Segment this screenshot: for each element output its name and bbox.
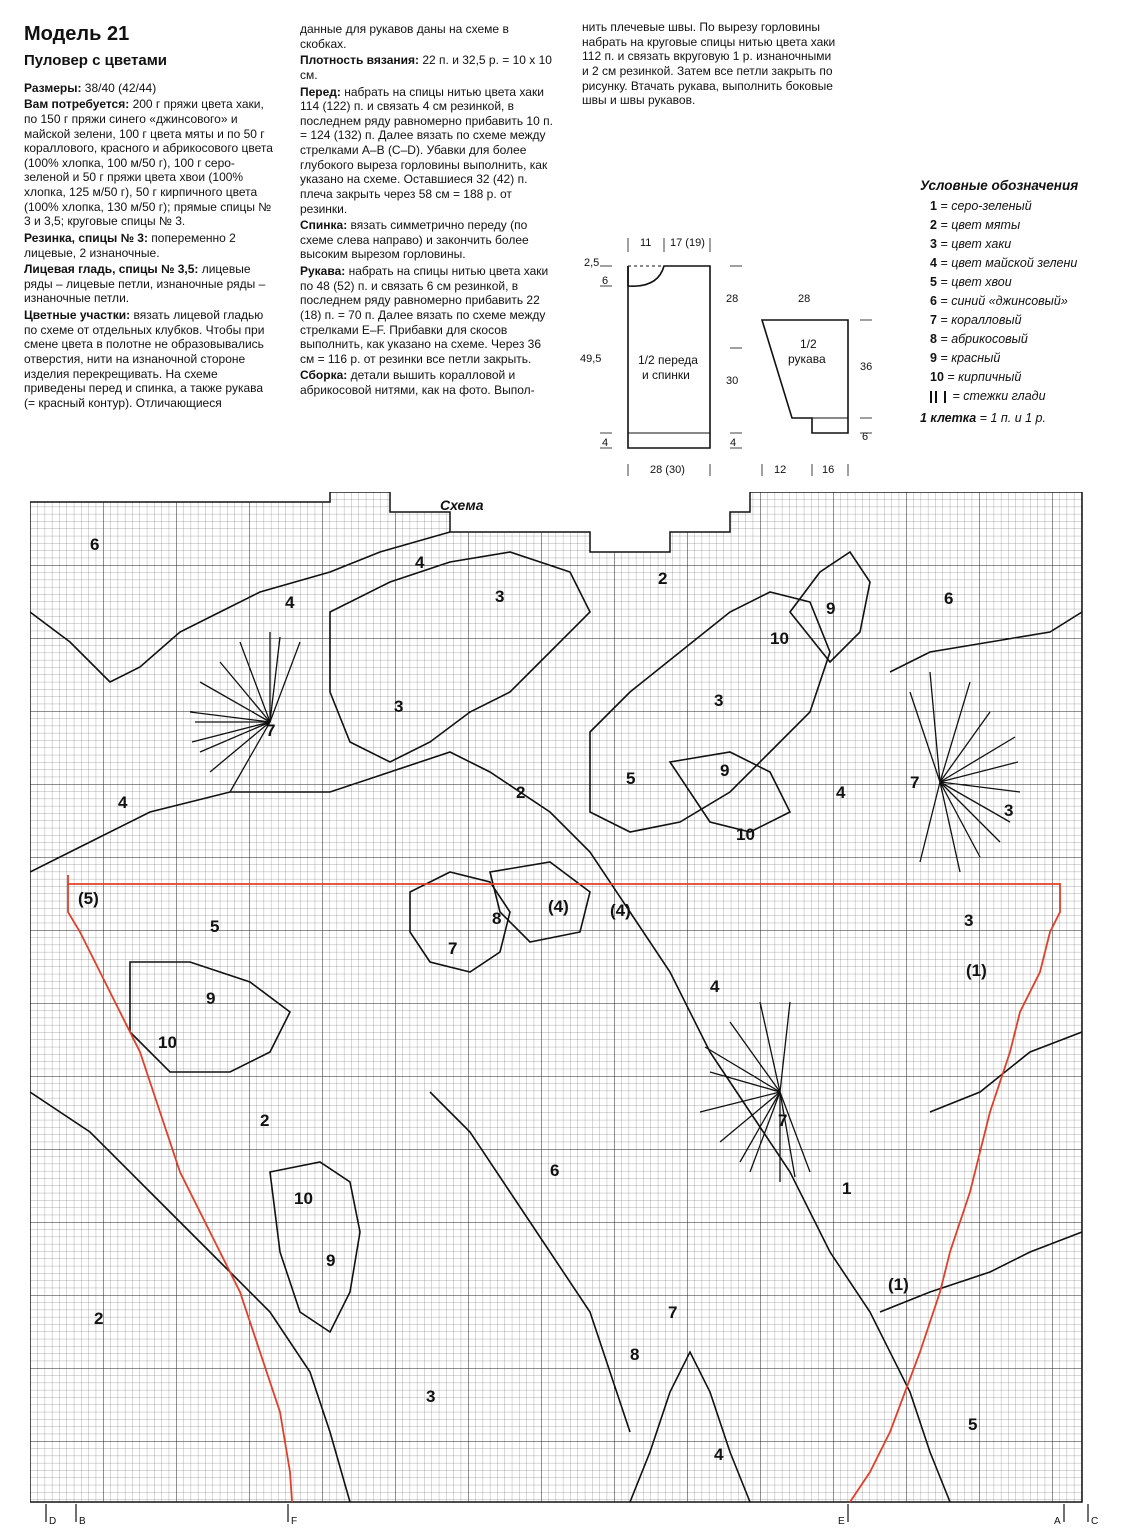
- area-label: 5: [210, 917, 220, 936]
- dim-right-upper: 28: [726, 293, 739, 305]
- legend-num: 2: [930, 218, 937, 232]
- legend-item: [930, 256, 1120, 270]
- legend-item: [930, 199, 1120, 213]
- area-label: 3: [1004, 801, 1014, 820]
- back-paragraph: [300, 218, 554, 262]
- materials-paragraph: [24, 97, 274, 229]
- area-label: 6: [550, 1161, 560, 1180]
- legend-num: 1: [930, 199, 937, 213]
- stockinette-value: лицевые ряды – лицевые петли, изнаночные ряды – изнаночные петли.: [24, 262, 266, 306]
- rib-label: Резинка, спицы № 3:: [24, 230, 148, 245]
- density-paragraph: [300, 53, 554, 82]
- area-label: 4: [714, 1445, 724, 1464]
- col2-intro: данные для рукавов даны на схеме в скобках.: [300, 22, 509, 51]
- legend-text: = серо-зеленый: [936, 199, 1032, 213]
- materials-value: 200 г пряжи цвета хаки, по 150 г пряжи синего «джинсового» и майской зелени, 100 г цвета мяты и по 50 г кораллового, красного и абрикосового цвета (100% хлопка, 100 м/50 г), 100 г серо-зеленой и 50 г пряжи цвета хвои (100% хлопка, 125 м/50 г), 50 г кирпичного цвета (100% хлопка, 130 м/50 г); прямые спицы № 3 и 3,5; круговые спицы № 3.: [24, 97, 273, 229]
- arrow-label: C: [1091, 1516, 1099, 1527]
- legend-text: = красный: [936, 351, 1001, 365]
- sleeves-paragraph: [300, 264, 554, 366]
- area-label: 5: [626, 769, 636, 788]
- dim-sleeve-bottom-right: 16: [822, 464, 835, 476]
- area-label: 7: [910, 773, 920, 792]
- arrow-label: E: [838, 1516, 845, 1527]
- assembly-label: Сборка:: [300, 368, 348, 383]
- dim-bottom-width: 28 (30): [650, 464, 685, 476]
- legend-num: 3: [930, 237, 937, 251]
- stitch-symbol-icon: [930, 391, 946, 403]
- area-label: 10: [294, 1189, 313, 1208]
- arrow-label: F: [291, 1516, 298, 1527]
- area-label: (1): [966, 961, 987, 980]
- area-label: 10: [736, 825, 755, 844]
- area-label: (5): [78, 889, 99, 908]
- legend-num: 7: [930, 313, 937, 327]
- stockinette-paragraph: [24, 262, 274, 306]
- legend-num: 6: [930, 294, 937, 308]
- arrow-label: D: [49, 1516, 57, 1527]
- legend-item: [930, 218, 1120, 232]
- area-label: 8: [630, 1345, 640, 1364]
- dim-left-rib: 4: [602, 437, 609, 449]
- area-label: (4): [610, 901, 631, 920]
- dim-left-drop: 2,5: [584, 257, 600, 269]
- area-label: 7: [266, 721, 276, 740]
- legend-text: = цвет хвои: [936, 275, 1012, 289]
- legend-item: [930, 237, 1120, 251]
- text-column-1: [24, 0, 274, 412]
- assembly-paragraph: [300, 368, 554, 397]
- legend-item: [930, 332, 1120, 346]
- area-label: 4: [118, 793, 128, 812]
- page-subtitle: Пуловер с цветами: [24, 52, 168, 70]
- area-label: (4): [548, 897, 569, 916]
- area-label: 5: [968, 1415, 978, 1434]
- area-label: 2: [260, 1111, 270, 1130]
- legend-item: [930, 313, 1120, 327]
- area-label: 9: [326, 1251, 336, 1270]
- legend-cell-label: 1 клетка: [920, 411, 977, 425]
- dim-sleeve-top: 28: [798, 293, 811, 305]
- arrow-labels: [49, 1516, 1098, 1527]
- legend-cell-note: [920, 411, 1120, 425]
- page-title: Модель 21: [24, 23, 130, 45]
- front-paragraph: [300, 85, 554, 217]
- area-label: 3: [714, 691, 724, 710]
- area-label: 2: [516, 783, 526, 802]
- arrow-label: B: [79, 1516, 86, 1527]
- area-label: 3: [495, 587, 505, 606]
- sleeve-label-1: 1/2: [800, 337, 817, 351]
- legend-text: = цвет майской зелени: [936, 256, 1078, 270]
- dim-sleeve-height: 36: [860, 361, 873, 373]
- area-label: 9: [206, 989, 216, 1008]
- area-label: 9: [826, 599, 836, 618]
- chart-title: Схема: [440, 497, 484, 513]
- arrow-markers: [46, 1504, 1088, 1522]
- area-label: (1): [888, 1275, 909, 1294]
- area-label: 3: [964, 911, 974, 930]
- legend-num: 9: [930, 351, 937, 365]
- legend-item: [930, 351, 1120, 365]
- area-label: 7: [668, 1303, 678, 1322]
- legend-item: [930, 294, 1120, 308]
- legend-item-stitch: [930, 389, 1120, 403]
- col3-paragraph: нить плечевые швы. По вырезу горловины набрать на круговые спицы нитью цвета хаки 112 п. и связать вкруговую 1 р. изнаночными и 2 см резинкой. Затем все петли закрыть по рисунку. Втачать рукава, выполнить боковые швы и швы рукавов.: [582, 20, 836, 108]
- area-label: 3: [394, 697, 404, 716]
- legend-title: Условные обозначения: [920, 178, 1079, 193]
- legend-item: [930, 370, 1120, 384]
- sizes-value: 38/40 (42/44): [81, 80, 157, 95]
- body-label-2: и спинки: [642, 368, 690, 382]
- legend-text: = синий «джинсовый»: [936, 294, 1068, 308]
- dim-left-total: 49,5: [580, 353, 602, 365]
- rib-value: попеременно 2 лицевые, 2 изнаночные.: [24, 230, 236, 260]
- area-label: 4: [415, 553, 425, 572]
- knitting-chart: [30, 492, 1110, 1529]
- color-value: вязать лицевой гладью по схеме от отдельных клубков. Чтобы при смене цвета в полотне не образовывались отверстия, нити на изнаночной стороне изделия перекрещивать. На схеме приведены перед и спинка, а также рукава (= красный контур). Отличающиеся: [24, 308, 265, 410]
- sizes-paragraph: [24, 81, 274, 96]
- dim-right-rib: 4: [730, 437, 737, 449]
- dim-sleeve-rib: 6: [862, 431, 869, 443]
- legend-text: = коралловый: [936, 313, 1022, 327]
- legend-text: = кирпичный: [943, 370, 1022, 384]
- back-value: вязать симметрично переду (по схеме слева направо) и закончить более высоким вырезом горловины.: [300, 218, 529, 262]
- legend-stitch-text: = стежки глади: [949, 389, 1046, 403]
- sleeves-label: Рукава:: [300, 264, 346, 278]
- dim-sleeve-bottom-left: 12: [774, 464, 787, 476]
- area-label: 3: [426, 1387, 436, 1406]
- arrow-label: A: [1054, 1516, 1061, 1527]
- legend-num: 4: [930, 256, 937, 270]
- dim-top-shoulder: 17 (19): [670, 237, 705, 249]
- garment-schematic: [580, 228, 900, 478]
- area-label: 7: [448, 939, 458, 958]
- area-label: 4: [285, 593, 295, 612]
- legend-text: = цвет мяты: [936, 218, 1021, 232]
- legend-text: = абрикосовый: [936, 332, 1028, 346]
- sleeves-value: набрать на спицы нитью цвета хаки по 48 (52) п. и связать 6 см резинкой, в последнем ряду равномерно прибавить 22 (18) п. = 70 п. Далее вязать по схеме между стрелками E–F. Прибавки для скосов выполнить, как указано на схеме. Через 36 см = 116 р. от резинки все петли закрыть.: [300, 264, 549, 366]
- legend: [920, 178, 1120, 425]
- area-label: 2: [658, 569, 668, 588]
- sleeve-label-2: рукава: [788, 352, 826, 366]
- legend-text: = цвет хаки: [936, 237, 1012, 251]
- area-label: 7: [778, 1111, 788, 1130]
- color-label: Цветные участки:: [24, 308, 131, 323]
- legend-num: 8: [930, 332, 937, 346]
- area-label: 10: [770, 629, 789, 648]
- back-label: Спинка:: [300, 218, 348, 233]
- area-label: 6: [90, 535, 100, 554]
- area-label: 6: [944, 589, 954, 608]
- assembly-value: детали вышить коралловой и абрикосовой нитями, как на фото. Выпол-: [300, 368, 535, 397]
- stockinette-label: Лицевая гладь, спицы № 3,5:: [24, 262, 199, 277]
- chart-grid-major: [30, 492, 1082, 1502]
- dim-top-neck: 11: [640, 237, 652, 249]
- front-value: набрать на спицы нитью цвета хаки 114 (122) п. и связать 4 см резинкой, в последнем ряду равномерно прибавить 10 п. = 124 (132) п. Далее вязать по схеме между стрелками A–B (C–D). Убавки для более глубокого выреза горловины выполнить, как указано на схеме. Оставшиеся 32 (42) п. плеча закрыть через 58 см = 188 р. от резинки.: [300, 84, 553, 216]
- density-label: Плотность вязания:: [300, 53, 420, 68]
- area-label: 10: [158, 1033, 177, 1052]
- legend-num: 5: [930, 275, 937, 289]
- legend-num: 10: [930, 370, 944, 384]
- area-label: 1: [842, 1179, 852, 1198]
- body-label-1: 1/2 переда: [638, 353, 698, 367]
- front-label: Перед:: [300, 84, 341, 99]
- legend-cell-value: = 1 п. и 1 р.: [976, 411, 1046, 425]
- legend-item: [930, 275, 1120, 289]
- color-paragraph: [24, 308, 274, 410]
- area-label: 9: [720, 761, 730, 780]
- text-column-2: [300, 22, 554, 400]
- area-label: 8: [492, 909, 502, 928]
- area-label: 4: [710, 977, 720, 996]
- area-label: 4: [836, 783, 846, 802]
- dim-right-mid: 30: [726, 375, 739, 387]
- text-column-3: [582, 20, 840, 110]
- sizes-label: Размеры:: [24, 80, 82, 95]
- materials-label: Вам потребуется:: [24, 97, 130, 112]
- dim-left-neck: 6: [602, 275, 609, 287]
- area-label: 2: [94, 1309, 104, 1328]
- rib-paragraph: [24, 231, 274, 260]
- density-value: 22 п. и 32,5 р. = 10 х 10 см.: [300, 53, 552, 82]
